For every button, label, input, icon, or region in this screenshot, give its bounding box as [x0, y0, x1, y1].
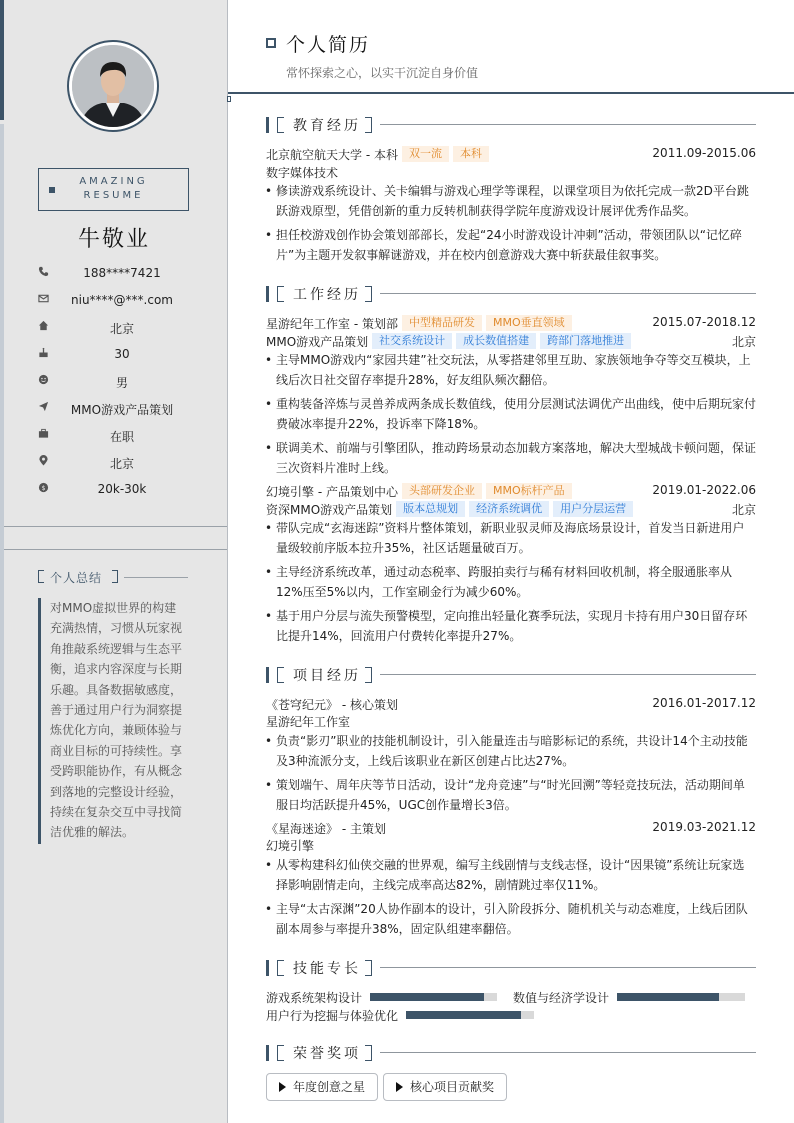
section-title: 项目经历 — [293, 668, 361, 684]
info-salary — [0, 478, 228, 505]
company-tag: MMO标杆产品 — [486, 483, 572, 499]
avatar — [67, 40, 159, 132]
info-location — [0, 451, 228, 478]
work-bullet: • 重构装备淬炼与灵兽养成两条成长数值线，使用分层测试法调优产出曲线，使中后期玩家付费破冰率提升22%，投诉率下降18%。 — [266, 394, 756, 434]
school-name: 北京航空航天大学 - 本科 — [266, 148, 398, 162]
project-bullet: • 从零构建科幻仙侠交融的世界观，编写主线剧情与支线志怪，设计“因果镜”系统让玩家选择影响剧情走向，主线完成率高达82%，剧情跳过率仅11%。 — [266, 855, 756, 895]
project-name: 《星海迷途》 - 主策划 — [266, 822, 386, 836]
svg-text:$: $ — [40, 483, 46, 492]
work-city: 北京 — [731, 503, 756, 517]
bracket-left — [277, 1045, 284, 1061]
summary-text: 对MMO虚拟世界的构建充满热情，习惯从玩家视角推敲系统逻辑与生态平衡，追求内容深度与长期乐趣。具备数据敏感度，善于通过用户行为洞察提炼优化方向，兼顾体验与商业目标的可持续性。享受跨职能协作，有从概念到落地的完整设计经验，持续在复杂交互中寻找简洁优雅的解法。 — [38, 598, 188, 844]
project-org: 幻境引擎 — [266, 839, 315, 853]
title-square-icon — [266, 38, 276, 48]
info-status-text: 在职 — [109, 430, 134, 444]
bracket-right — [365, 960, 372, 976]
info-status — [0, 424, 228, 451]
work-1-role — [266, 333, 756, 350]
work-bullet: • 带队完成“玄海迷踪”资料片整体策划，新职业驭灵师及海底场景设计，首发当日新进用户量级较前序版本拉升35%，社区话题量破百万。 — [266, 518, 756, 558]
skill-bar-fill — [370, 993, 484, 1001]
info-phone-text: 188****7421 — [83, 266, 161, 280]
company-tag: 头部研发企业 — [402, 483, 482, 499]
education-major — [266, 164, 756, 181]
education-date: 2011.09-2015.06 — [652, 146, 756, 160]
info-home — [0, 316, 228, 343]
role-name: 资深MMO游戏产品策划 — [266, 503, 393, 517]
company-name: 星游纪年工作室 - 策划部 — [266, 317, 398, 331]
sidebar-divider — [4, 526, 227, 527]
education-header — [266, 146, 756, 163]
section-title: 教育经历 — [293, 118, 361, 134]
skill-label: 游戏系统架构设计 — [266, 991, 363, 1005]
section-bar — [266, 667, 269, 683]
info-gender-text: 男 — [115, 376, 128, 390]
info-age-text: 30 — [114, 347, 130, 361]
project-bullet: • 策划端午、周年庆等节日活动，设计“龙舟竞速”与“时光回溯”等轻竞技玩法，活动期间单服日均活跃提升45%，UGC创作量增长3倍。 — [266, 775, 756, 815]
info-location-text: 北京 — [109, 457, 134, 471]
skill-bar-fill — [617, 993, 719, 1001]
project-org: 星游纪年工作室 — [266, 715, 351, 729]
mail-icon — [37, 293, 49, 305]
header-rule — [228, 92, 794, 94]
skill-bar-fill — [406, 1011, 521, 1019]
company-name: 幻境引擎 - 产品策划中心 — [266, 485, 398, 499]
award-text: 年度创意之星 — [293, 1080, 366, 1094]
contact-info-list — [0, 262, 228, 505]
project-bullet: • 主导“太古深渊”20人协作副本的设计，引入阶段拆分、随机机关与动态难度，上线后团队副本周参与率提升38%，固定队组建率翻倍。 — [266, 899, 756, 939]
section-line — [380, 1052, 756, 1053]
role-tag: 版本总规划 — [396, 501, 465, 517]
role-tag: 跨部门落地推进 — [540, 333, 631, 349]
bracket-left — [277, 117, 284, 133]
section-title: 荣誉奖项 — [293, 1046, 361, 1062]
bracket-left — [38, 570, 44, 583]
education-bullet: • 修读游戏系统设计、关卡编辑与游戏心理学等课程，以课堂项目为依托完成一款2D平台跳跃游戏原型，凭借创新的重力反转机制获得学院年度游戏设计展评优秀作品奖。 — [266, 181, 756, 221]
skill-label: 用户行为挖掘与体验优化 — [266, 1009, 399, 1023]
section-heading-projects — [266, 666, 756, 684]
page-title: 个人简历 — [286, 34, 371, 56]
bracket-left — [277, 667, 284, 683]
sidebar-accent-bar — [0, 0, 4, 120]
education-bullet: • 担任校游戏创作协会策划部部长，发起“24小时游戏设计冲刺”活动，带领团队以“记忆碎片”为主题开发叙事解谜游戏，并在校内创意游戏大赛中斩获最佳叙事奖。 — [266, 225, 756, 265]
work-1-header — [266, 315, 756, 332]
cake-icon — [37, 347, 49, 359]
project-date: 2016.01-2017.12 — [652, 696, 756, 710]
work-bullet: • 主导经济系统改革，通过动态税率、跨服拍卖行与稀有材料回收机制，将全服通胀率从12%压至5%以内，工作室刷金行为减少60%。 — [266, 562, 756, 602]
work-date: 2019.01-2022.06 — [652, 483, 756, 497]
money-icon — [37, 482, 49, 494]
section-line — [380, 967, 756, 968]
amazing-resume-badge — [38, 168, 189, 211]
skill-bar — [370, 993, 497, 1001]
summary-heading-line — [124, 577, 188, 578]
info-gender — [0, 370, 228, 397]
role-tag: 社交系统设计 — [372, 333, 452, 349]
major-text: 数字媒体技术 — [266, 166, 339, 180]
bracket-right — [365, 1045, 372, 1061]
section-heading-work — [266, 285, 756, 303]
section-bar — [266, 117, 269, 133]
briefcase-icon — [37, 428, 49, 440]
smile-icon — [37, 374, 49, 386]
avatar-photo — [72, 45, 154, 127]
role-tag: 用户分层运营 — [553, 501, 633, 517]
section-heading-awards — [266, 1044, 756, 1062]
skill-label: 数值与经济学设计 — [513, 991, 610, 1005]
person-name: 牛敬业 — [77, 227, 150, 252]
page-subtitle: 常怀探索之心，以实干沉淀自身价值 — [286, 66, 479, 80]
badge-line-2: RESUME — [83, 190, 144, 201]
work-date: 2015.07-2018.12 — [652, 315, 756, 329]
award-chip — [383, 1073, 507, 1101]
work-bullet: • 联调美术、前端与引擎团队，推动跨场景动态加载方案落地，解决大型城战卡顿问题，保证三次资料片准时上线。 — [266, 438, 756, 478]
project-bullet: • 负责“影刃”职业的技能机制设计，引入能量连击与暗影标记的系统，共设计14个主动技能及3种流派分支，上线后该职业在新区创建占比达27%。 — [266, 731, 756, 771]
work-bullet: • 基于用户分层与流失预警模型，定向推出轻量化赛季玩法，实现月卡持有用户30日留存环比提升14%，回流用户付费转化率提升27%。 — [266, 606, 756, 646]
section-heading-education — [266, 116, 756, 134]
role-tag: 成长数值搭建 — [456, 333, 536, 349]
award-text: 核心项目贡献奖 — [410, 1080, 495, 1094]
bracket-left — [277, 960, 284, 976]
header-rule-marker — [227, 96, 231, 102]
project-name: 《苍穹纪元》 - 核心策划 — [266, 698, 398, 712]
section-bar — [266, 960, 269, 976]
bracket-right — [365, 286, 372, 302]
project-1-org — [266, 713, 756, 730]
section-line — [380, 674, 756, 675]
sidebar — [0, 0, 228, 1123]
section-heading-skills — [266, 959, 756, 977]
send-icon — [37, 401, 49, 413]
company-tag: 中型精品研发 — [402, 315, 482, 331]
info-email — [0, 289, 228, 316]
info-phone — [0, 262, 228, 289]
section-bar — [266, 286, 269, 302]
bracket-left — [277, 286, 284, 302]
section-line — [380, 293, 756, 294]
project-2-org — [266, 837, 756, 854]
skill-bar — [406, 1011, 534, 1019]
work-2-role — [266, 501, 756, 518]
section-title: 工作经历 — [293, 287, 361, 303]
bracket-right — [112, 570, 118, 583]
info-email-text: niu****@***.com — [71, 293, 173, 307]
role-tag: 经济系统调优 — [469, 501, 549, 517]
company-tag: MMO垂直领域 — [486, 315, 572, 331]
bracket-right — [365, 117, 372, 133]
work-city: 北京 — [731, 335, 756, 349]
triangle-right-icon — [396, 1082, 403, 1092]
work-2-header — [266, 483, 756, 500]
badge-square-icon — [49, 187, 55, 193]
project-date: 2019.03-2021.12 — [652, 820, 756, 834]
bracket-right — [365, 667, 372, 683]
role-name: MMO游戏产品策划 — [266, 335, 369, 349]
info-age — [0, 343, 228, 370]
summary-title: 个人总结 — [50, 571, 103, 585]
location-pin-icon — [37, 455, 49, 467]
section-bar — [266, 1045, 269, 1061]
info-home-text: 北京 — [109, 322, 134, 336]
project-2-header — [266, 820, 756, 837]
summary-heading — [38, 569, 188, 585]
info-position — [0, 397, 228, 424]
award-chip — [266, 1073, 378, 1101]
section-line — [380, 124, 756, 125]
section-title: 技能专长 — [293, 961, 361, 977]
sidebar-divider — [4, 549, 227, 550]
skill-bar — [617, 993, 745, 1001]
info-position-text: MMO游戏产品策划 — [70, 403, 174, 417]
info-salary-text: 20k-30k — [97, 482, 147, 496]
triangle-right-icon — [279, 1082, 286, 1092]
project-1-header — [266, 696, 756, 713]
home-icon — [37, 320, 49, 332]
phone-icon — [37, 266, 49, 278]
badge-line-1: AMAZING — [79, 176, 148, 187]
work-bullet: • 主导MMO游戏内“家园共建”社交玩法，从零搭建邻里互助、家族领地争夺等交互模块，上线后次日社交留存率提升28%，好友组队频次翻倍。 — [266, 350, 756, 390]
education-tag: 本科 — [453, 146, 489, 162]
education-tag: 双一流 — [402, 146, 449, 162]
